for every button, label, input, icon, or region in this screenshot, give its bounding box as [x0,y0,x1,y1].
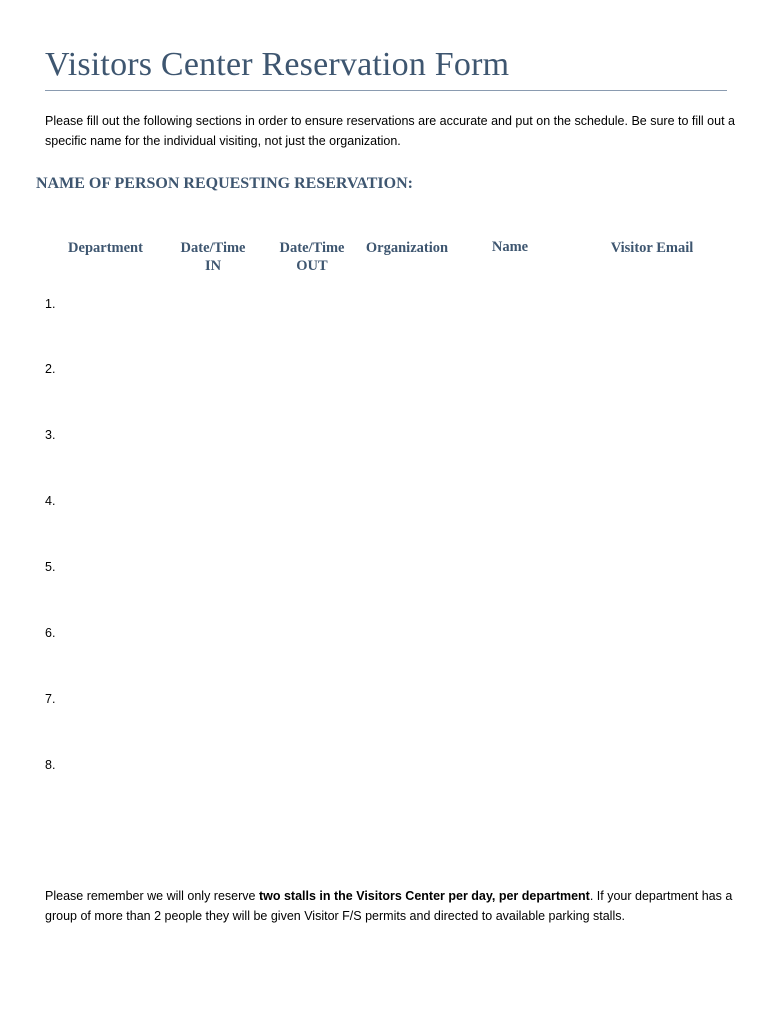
row-number-2: 2. [45,362,56,376]
row-number-4: 4. [45,494,56,508]
column-header-department: Department [68,240,143,256]
column-header-name: Name [491,239,529,255]
column-header-visitor-email: Visitor Email [610,240,694,256]
column-header-datetime-in: Date/Time IN [180,240,246,274]
row-number-6: 6. [45,626,56,640]
footer-note-text-start: Please remember we will only reserve [45,889,259,903]
page-title: Visitors Center Reservation Form [45,46,510,83]
row-number-5: 5. [45,560,56,574]
footer-note [45,886,735,926]
footer-note-text-end: . If your department has a group of more than 2 people they will be given Visitor F/S permits and directed to available parking stalls. [45,889,733,923]
row-number-3: 3. [45,428,56,442]
footer-note-emphasis: two stalls in the Visitors Center per day, per department [258,889,590,903]
title-divider [45,90,727,91]
column-header-datetime-out: Date/Time OUT [279,240,345,274]
row-number-1: 1. [45,297,56,311]
section-heading-requester: NAME OF PERSON REQUESTING RESERVATION: [36,175,413,192]
row-number-8: 8. [45,758,56,772]
column-header-organization: Organization [365,240,449,256]
row-number-7: 7. [45,692,56,706]
intro-paragraph: Please fill out the following sections in order to ensure reservations are accurate and put on the schedule. Be sure to fill out a specific name for the individual visiting, not just the organization. [45,114,735,148]
